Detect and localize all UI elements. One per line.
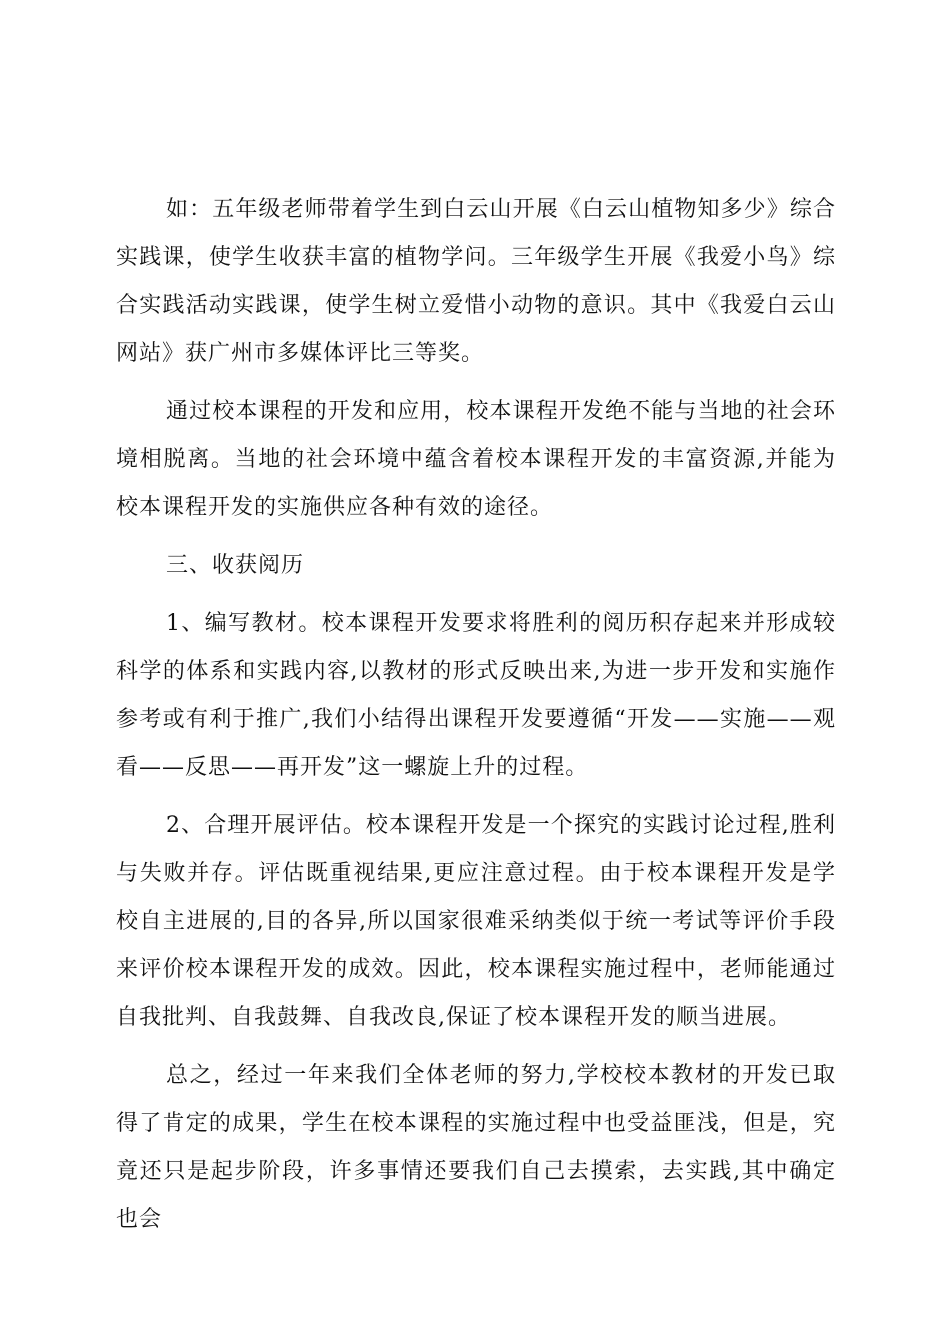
paragraph-evaluation: 2、合理开展评估。校本课程开发是一个探究的实践讨论过程,胜利与失败并存。评估既重视结果,更应注意过程。由于校本课程开发是学校自主进展的,目的各异,所以国家很难采纳类似于统一考试等评价手段来评价校本课程开发的成效。因此，校本课程实施过程中，老师能通过自我批判、自我鼓舞、自我改良,保证了校本课程开发的顺当进展。 (116, 813, 836, 1030)
paragraph-summary: 总之，经过一年来我们全体老师的努力,学校校本教材的开发已取得了肯定的成果，学生在校本课程的实施过程中也受益匪浅，但是，究竟还只是起步阶段，许多事情还要我们自己去摸索，去实践,其中确定也会 (116, 1063, 836, 1232)
document-body (116, 186, 836, 1244)
section-heading-experience: 三、收获阅历 (166, 553, 305, 578)
paragraph-example-activities: 如：五年级老师带着学生到白云山开展《白云山植物知多少》综合实践课，使学生收获丰富的植物学问。三年级学生开展《我爱小鸟》综合实践活动实践课，使学生树立爱惜小动物的意识。其中《我爱白云山网站》获广州市多媒体评比三等奖。 (116, 197, 836, 366)
paragraph-compile-textbooks: 1、编写教材。校本课程开发要求将胜利的阅历积存起来并形成较科学的体系和实践内容,以教材的形式反映出来,为进一步开发和实施作参考或有利于推广,我们小结得出课程开发要遵循“开发——实施——观看——反思——再开发”这一螺旋上升的过程。 (116, 611, 836, 780)
paragraph-course-development: 通过校本课程的开发和应用，校本课程开发绝不能与当地的社会环境相脱离。当地的社会环境中蕴含着校本课程开发的丰富资源,并能为校本课程开发的实施供应各种有效的途径。 (116, 399, 836, 520)
